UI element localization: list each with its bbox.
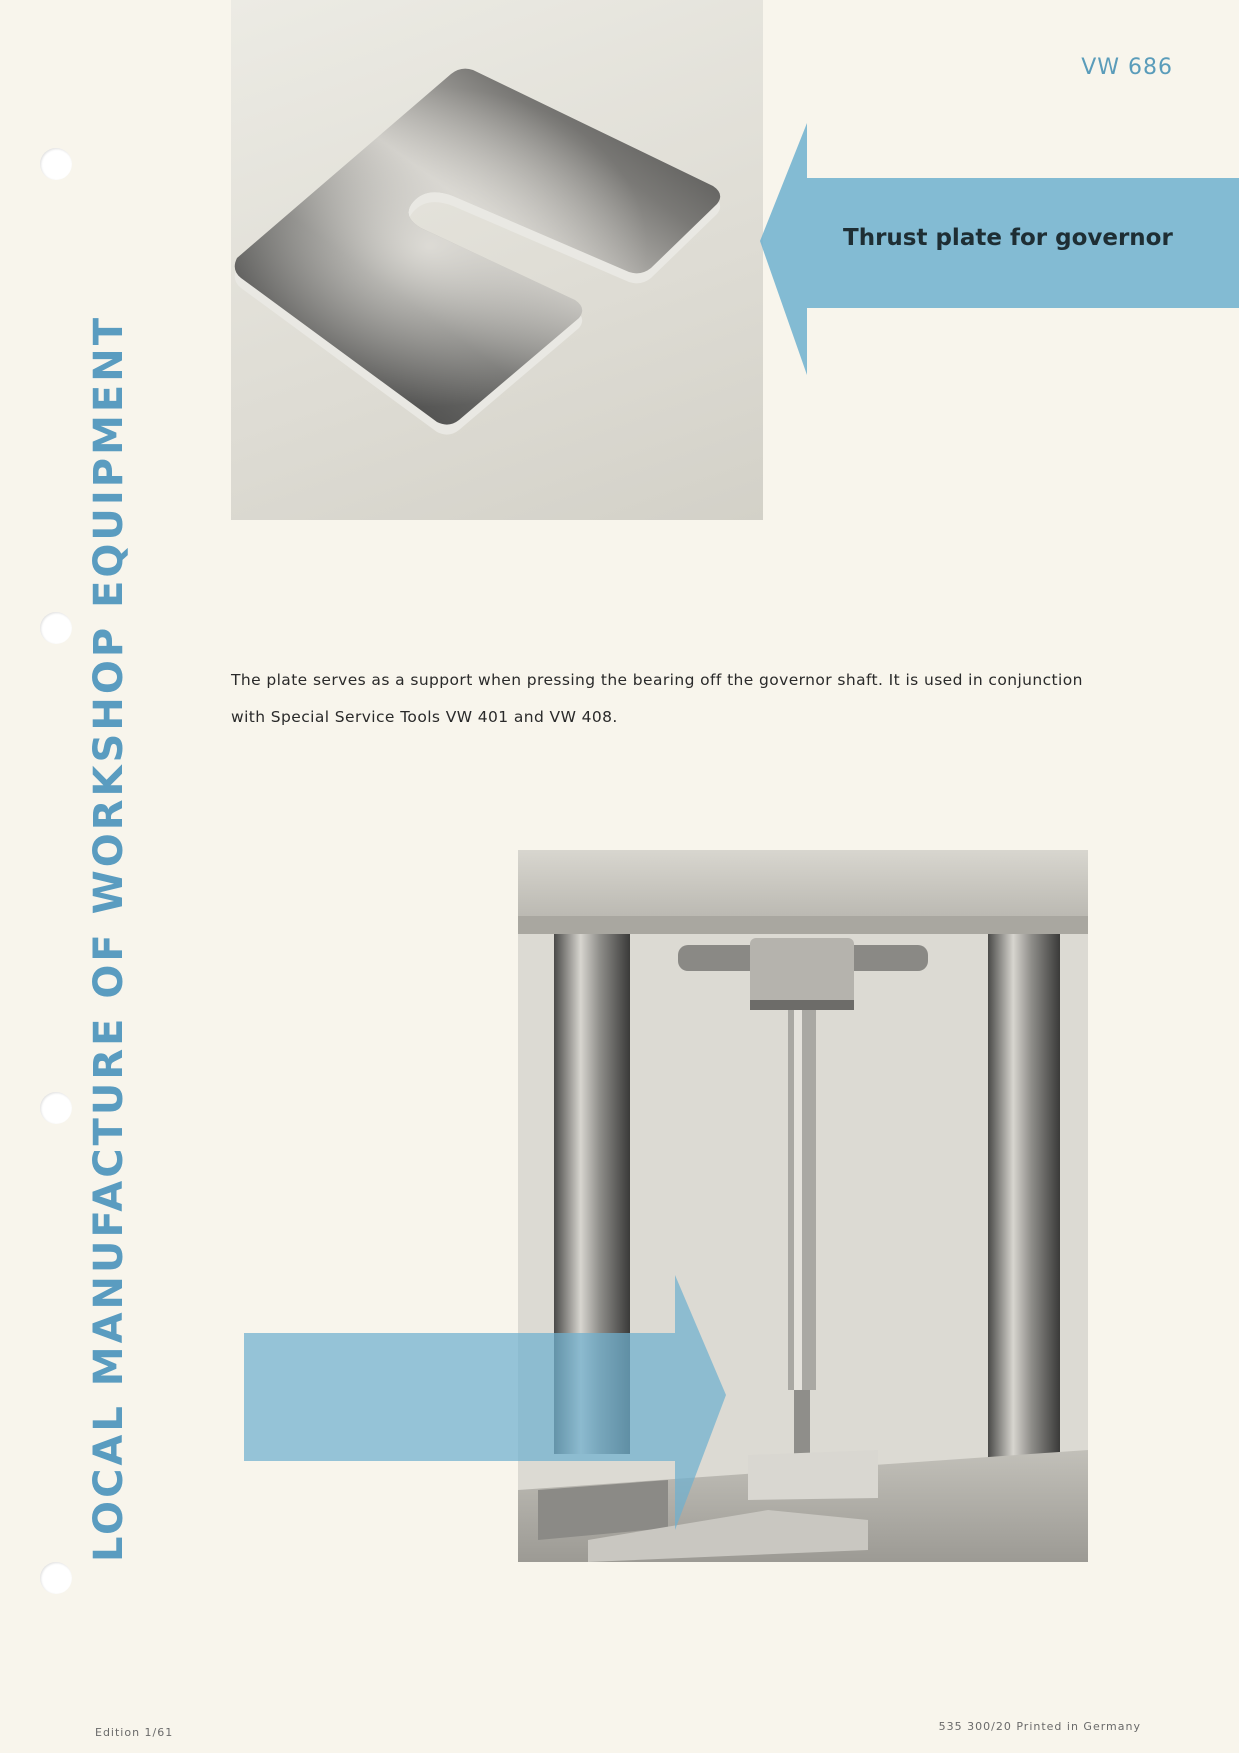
description-line: The plate serves as a support when pressing the bearing off the governor shaft. It is used in conjunction xyxy=(231,671,1083,689)
description-line: with Special Service Tools VW 401 and VW 408. xyxy=(231,708,618,726)
callout-label: Thrust plate for governor xyxy=(843,225,1173,251)
thrust-plate-photo xyxy=(231,0,763,520)
side-title: LOCAL MANUFACTURE OF WORKSHOP EQUIPMENT xyxy=(86,315,132,1562)
punch-hole xyxy=(40,1562,72,1594)
description-text xyxy=(231,662,1111,736)
print-info: 535 300/20 Printed in Germany xyxy=(938,1720,1141,1733)
document-code: VW 686 xyxy=(1081,55,1173,80)
punch-hole xyxy=(40,148,72,180)
edition-label: Edition 1/61 xyxy=(95,1726,174,1739)
bottom-callout-arrow xyxy=(244,1275,726,1530)
thrust-plate-illustration xyxy=(231,0,763,520)
punch-hole xyxy=(40,612,72,644)
punch-hole xyxy=(40,1092,72,1124)
